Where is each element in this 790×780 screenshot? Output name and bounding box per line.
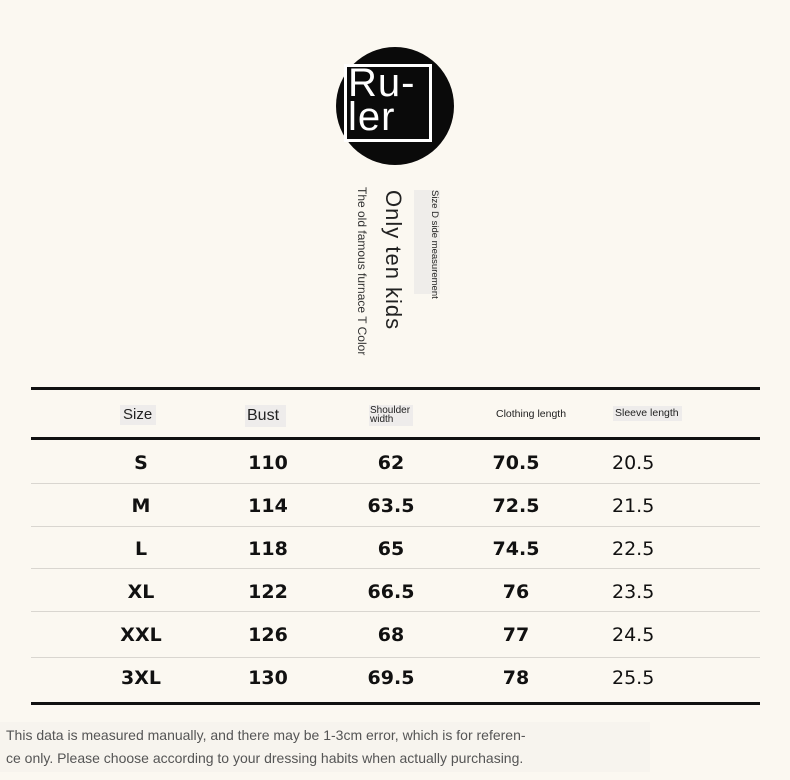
shoulder-cell: 63.5 — [367, 495, 415, 517]
sleeve-length-cell: 22.5 — [612, 538, 655, 560]
clothing-length-cell: 74.5 — [492, 538, 540, 560]
row-divider — [31, 568, 760, 569]
measurement-caption: Size D side measurement — [414, 190, 440, 294]
header-bust: Bust — [245, 405, 286, 427]
tagline: The old famous furnace T Color — [355, 187, 369, 356]
table-bottom-rule — [31, 702, 760, 705]
shoulder-cell: 66.5 — [367, 581, 415, 603]
row-divider — [31, 526, 760, 527]
size-cell: M — [131, 495, 151, 517]
shoulder-cell: 62 — [377, 452, 405, 474]
sleeve-length-cell: 20.5 — [612, 452, 655, 474]
bust-cell: 118 — [248, 538, 288, 560]
header-sleeve-length: Sleeve length — [613, 406, 682, 421]
disclaimer-line-2: ce only. Please choose according to your dressing habits when actually purchasing. — [6, 750, 524, 766]
row-divider — [31, 611, 760, 612]
table-top-rule — [31, 387, 760, 390]
shoulder-cell: 68 — [377, 624, 405, 646]
header-shoulder-width: Shoulder width — [369, 405, 413, 426]
size-cell: 3XL — [121, 667, 161, 689]
clothing-length-cell: 72.5 — [492, 495, 540, 517]
size-cell: L — [134, 538, 148, 560]
bust-cell: 126 — [248, 624, 288, 646]
brand-logo-text: Ru- ler — [348, 61, 416, 139]
header-bottom-rule — [31, 437, 760, 440]
sleeve-length-cell: 21.5 — [612, 495, 655, 517]
bust-cell: 114 — [248, 495, 288, 517]
row-divider — [31, 657, 760, 658]
bust-cell: 122 — [248, 581, 288, 603]
sleeve-length-cell: 23.5 — [612, 581, 655, 603]
header-size: Size — [120, 405, 156, 425]
size-cell: S — [134, 452, 148, 474]
clothing-length-cell: 76 — [502, 581, 530, 603]
size-cell: XL — [127, 581, 155, 603]
brand-name: Only ten kids — [381, 190, 406, 331]
header-clothing-length: Clothing length — [496, 408, 567, 420]
size-cell: XXL — [120, 624, 162, 646]
row-divider — [31, 483, 760, 484]
clothing-length-cell: 78 — [502, 667, 530, 689]
clothing-length-cell: 70.5 — [492, 452, 540, 474]
bust-cell: 130 — [248, 667, 288, 689]
sleeve-length-cell: 24.5 — [612, 624, 655, 646]
disclaimer-line-1: This data is measured manually, and there may be 1-3cm error, which is for referen- — [6, 727, 526, 743]
sleeve-length-cell: 25.5 — [612, 667, 655, 689]
bust-cell: 110 — [248, 452, 288, 474]
shoulder-cell: 65 — [377, 538, 405, 560]
shoulder-cell: 69.5 — [367, 667, 415, 689]
clothing-length-cell: 77 — [502, 624, 530, 646]
